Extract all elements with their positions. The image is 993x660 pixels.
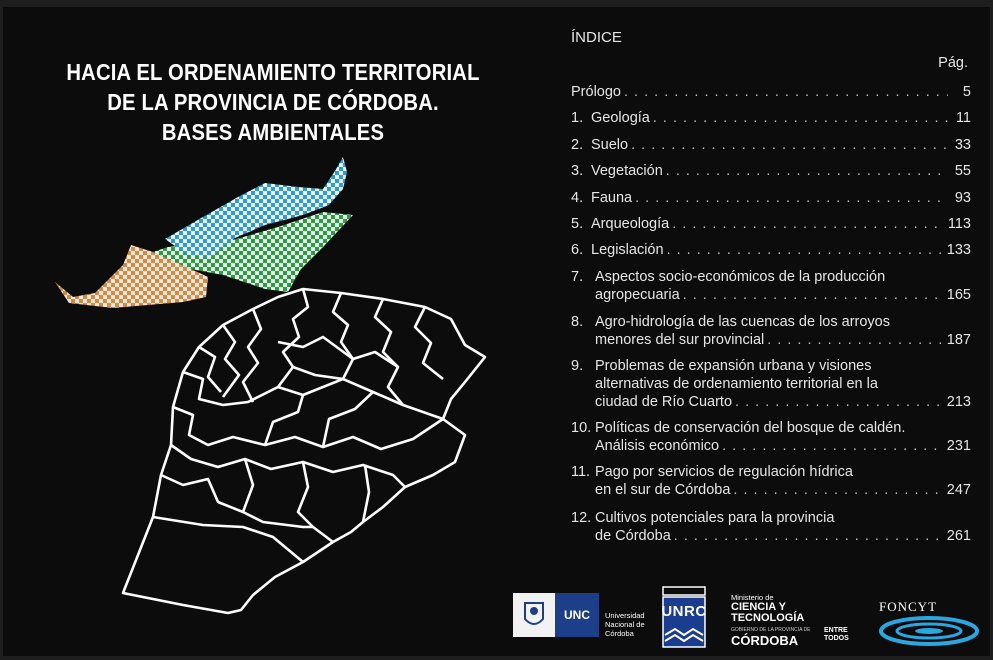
- entry-title: Prólogo: [571, 84, 621, 100]
- ministerio-name: CIENCIA Y TECNOLOGÍA: [731, 601, 805, 624]
- entry-page: 261: [946, 528, 971, 544]
- entry-number: 3.: [571, 163, 584, 179]
- entry-page: 133: [946, 242, 971, 258]
- entry-number: 12.: [571, 510, 592, 526]
- entry-page: 5: [962, 84, 971, 100]
- unc-short: UNC: [555, 593, 599, 637]
- entry-number: 1.: [571, 110, 584, 126]
- ministerio-label: Ministerio de: [731, 593, 774, 602]
- gobierno-label: GOBIERNO DE LA PROVINCIA DE: [731, 627, 811, 633]
- book-title-line: DE LA PROVINCIA DE CÓRDOBA.: [107, 89, 439, 115]
- entry-title: Problemas de expansión urbana y visiones: [595, 358, 872, 374]
- entry-title: Geología: [591, 110, 650, 126]
- toc-entry[interactable]: [571, 189, 971, 207]
- toc-entry[interactable]: [571, 241, 971, 259]
- entry-number: 11.: [571, 464, 591, 480]
- entry-number: 6.: [571, 242, 584, 258]
- toc-entry[interactable]: [571, 419, 971, 455]
- entry-page: 187: [946, 332, 971, 348]
- entry-title: Pago por servicios de regulación hídrica: [595, 464, 853, 480]
- unrc-logo: [661, 585, 707, 649]
- toc-entry[interactable]: [571, 109, 971, 127]
- entry-number: 5.: [571, 216, 584, 232]
- entre-todos: ENTRE TODOS: [824, 627, 849, 642]
- cordoba-label: CÓRDOBA: [731, 633, 799, 648]
- unc-name: Universidad Nacional de Córdoba: [605, 611, 645, 638]
- book-title: [62, 57, 484, 147]
- ministerio-logo: [731, 593, 851, 624]
- entry-title: Vegetación: [591, 163, 663, 179]
- entry-page: 33: [954, 137, 971, 153]
- toc-entry[interactable]: [571, 268, 971, 304]
- cordoba-province-map: [123, 289, 485, 613]
- entry-number: 8.: [571, 314, 584, 330]
- entry-page: 213: [946, 394, 971, 410]
- entry-title: Fauna: [591, 190, 633, 206]
- entry-title: agropecuaria: [595, 287, 680, 303]
- toc-entry[interactable]: [571, 509, 971, 545]
- sponsor-logos: [509, 581, 989, 651]
- toc-entry[interactable]: [571, 357, 971, 411]
- entry-title: Análisis económico: [595, 438, 720, 454]
- entry-title: Suelo: [591, 137, 629, 153]
- entry-title: ciudad de Río Cuarto: [595, 394, 733, 410]
- toc-entry[interactable]: [571, 83, 971, 101]
- book-title-line: BASES AMBIENTALES: [161, 119, 385, 145]
- entry-title: Agro-hidrología de las cuencas de los arroyos: [595, 314, 890, 330]
- page-column-label: Pág.: [938, 55, 968, 71]
- unc-logo: [513, 593, 599, 637]
- entry-number: 9.: [571, 358, 584, 374]
- toc-heading: ÍNDICE: [571, 29, 622, 46]
- entry-title: Aspectos socio-económicos de la producción: [595, 269, 886, 285]
- foncyt-swirl-icon: [879, 615, 979, 647]
- toc-entry[interactable]: [571, 215, 971, 233]
- toc-entry[interactable]: [571, 136, 971, 154]
- entry-title: de Córdoba: [595, 528, 671, 544]
- entry-page: 247: [946, 482, 971, 498]
- entry-title: Políticas de conservación del bosque de caldén.: [595, 420, 906, 436]
- entry-number: 10.: [571, 420, 592, 436]
- entry-title: menores del sur provincial: [595, 332, 765, 348]
- toc-entry[interactable]: [571, 313, 971, 349]
- toc-entry[interactable]: [571, 162, 971, 180]
- entry-page: 93: [954, 190, 971, 206]
- foncyt-name: FONCYT: [879, 599, 938, 614]
- unc-crest-icon: [513, 593, 555, 637]
- entry-page: 113: [947, 216, 971, 232]
- unrc-text: UNRC: [661, 603, 707, 620]
- entry-title: Legislación: [591, 242, 664, 258]
- entry-number: 4.: [571, 190, 584, 206]
- entry-title: Arqueología: [591, 216, 670, 232]
- entry-number: 2.: [571, 137, 584, 153]
- entry-page: 165: [946, 287, 971, 303]
- book-title-line: HACIA EL ORDENAMIENTO TERRITORIAL: [66, 59, 480, 85]
- entry-page: 231: [946, 438, 971, 454]
- toc-entry[interactable]: [571, 463, 971, 499]
- entry-number: 7.: [571, 269, 584, 285]
- document-page: [3, 7, 990, 656]
- entry-title: en el sur de Córdoba: [595, 482, 731, 498]
- entry-title: Cultivos potenciales para la provincia: [595, 510, 835, 526]
- entry-page: 55: [954, 163, 971, 179]
- entry-title: alternativas de ordenamiento territorial en la: [595, 376, 878, 392]
- entry-page: 11: [955, 110, 971, 126]
